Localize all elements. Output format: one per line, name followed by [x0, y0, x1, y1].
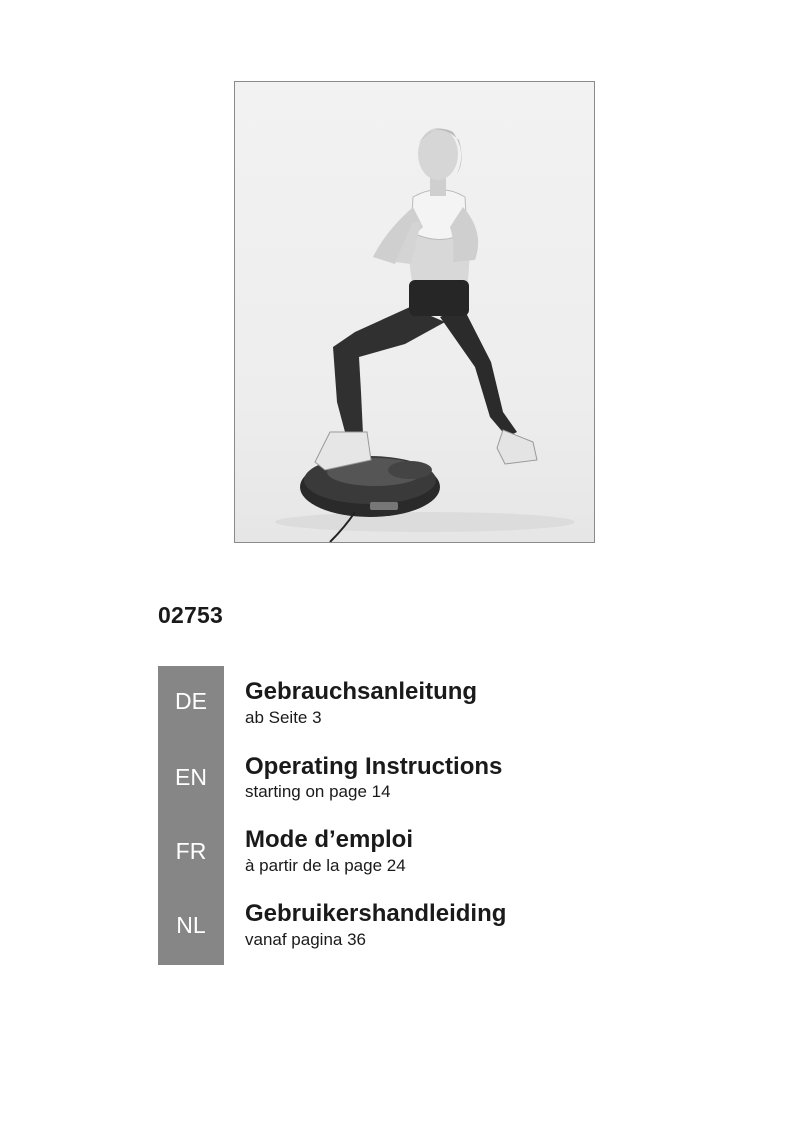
title-de: Gebrauchsanleitung — [245, 678, 478, 705]
title-fr: Mode d’emploi — [245, 826, 413, 853]
woman-on-vibration-plate-illustration — [235, 82, 594, 542]
title-nl: Gebruikershandleiding — [245, 900, 507, 927]
cover-photo — [234, 81, 595, 543]
subtitle-de: ab Seite 3 — [245, 708, 322, 727]
title-en: Operating Instructions — [245, 753, 503, 780]
language-code-fr: FR — [175, 838, 207, 864]
figure — [315, 128, 537, 470]
language-code-en: EN — [175, 764, 207, 790]
subtitle-en: starting on page 14 — [245, 782, 391, 801]
product-number: 02753 — [158, 602, 223, 628]
subtitle-fr: à partir de la page 24 — [245, 856, 406, 875]
language-code-nl: NL — [176, 912, 206, 938]
subtitle-nl: vanaf pagina 36 — [245, 930, 366, 949]
language-code-de: DE — [175, 688, 207, 714]
